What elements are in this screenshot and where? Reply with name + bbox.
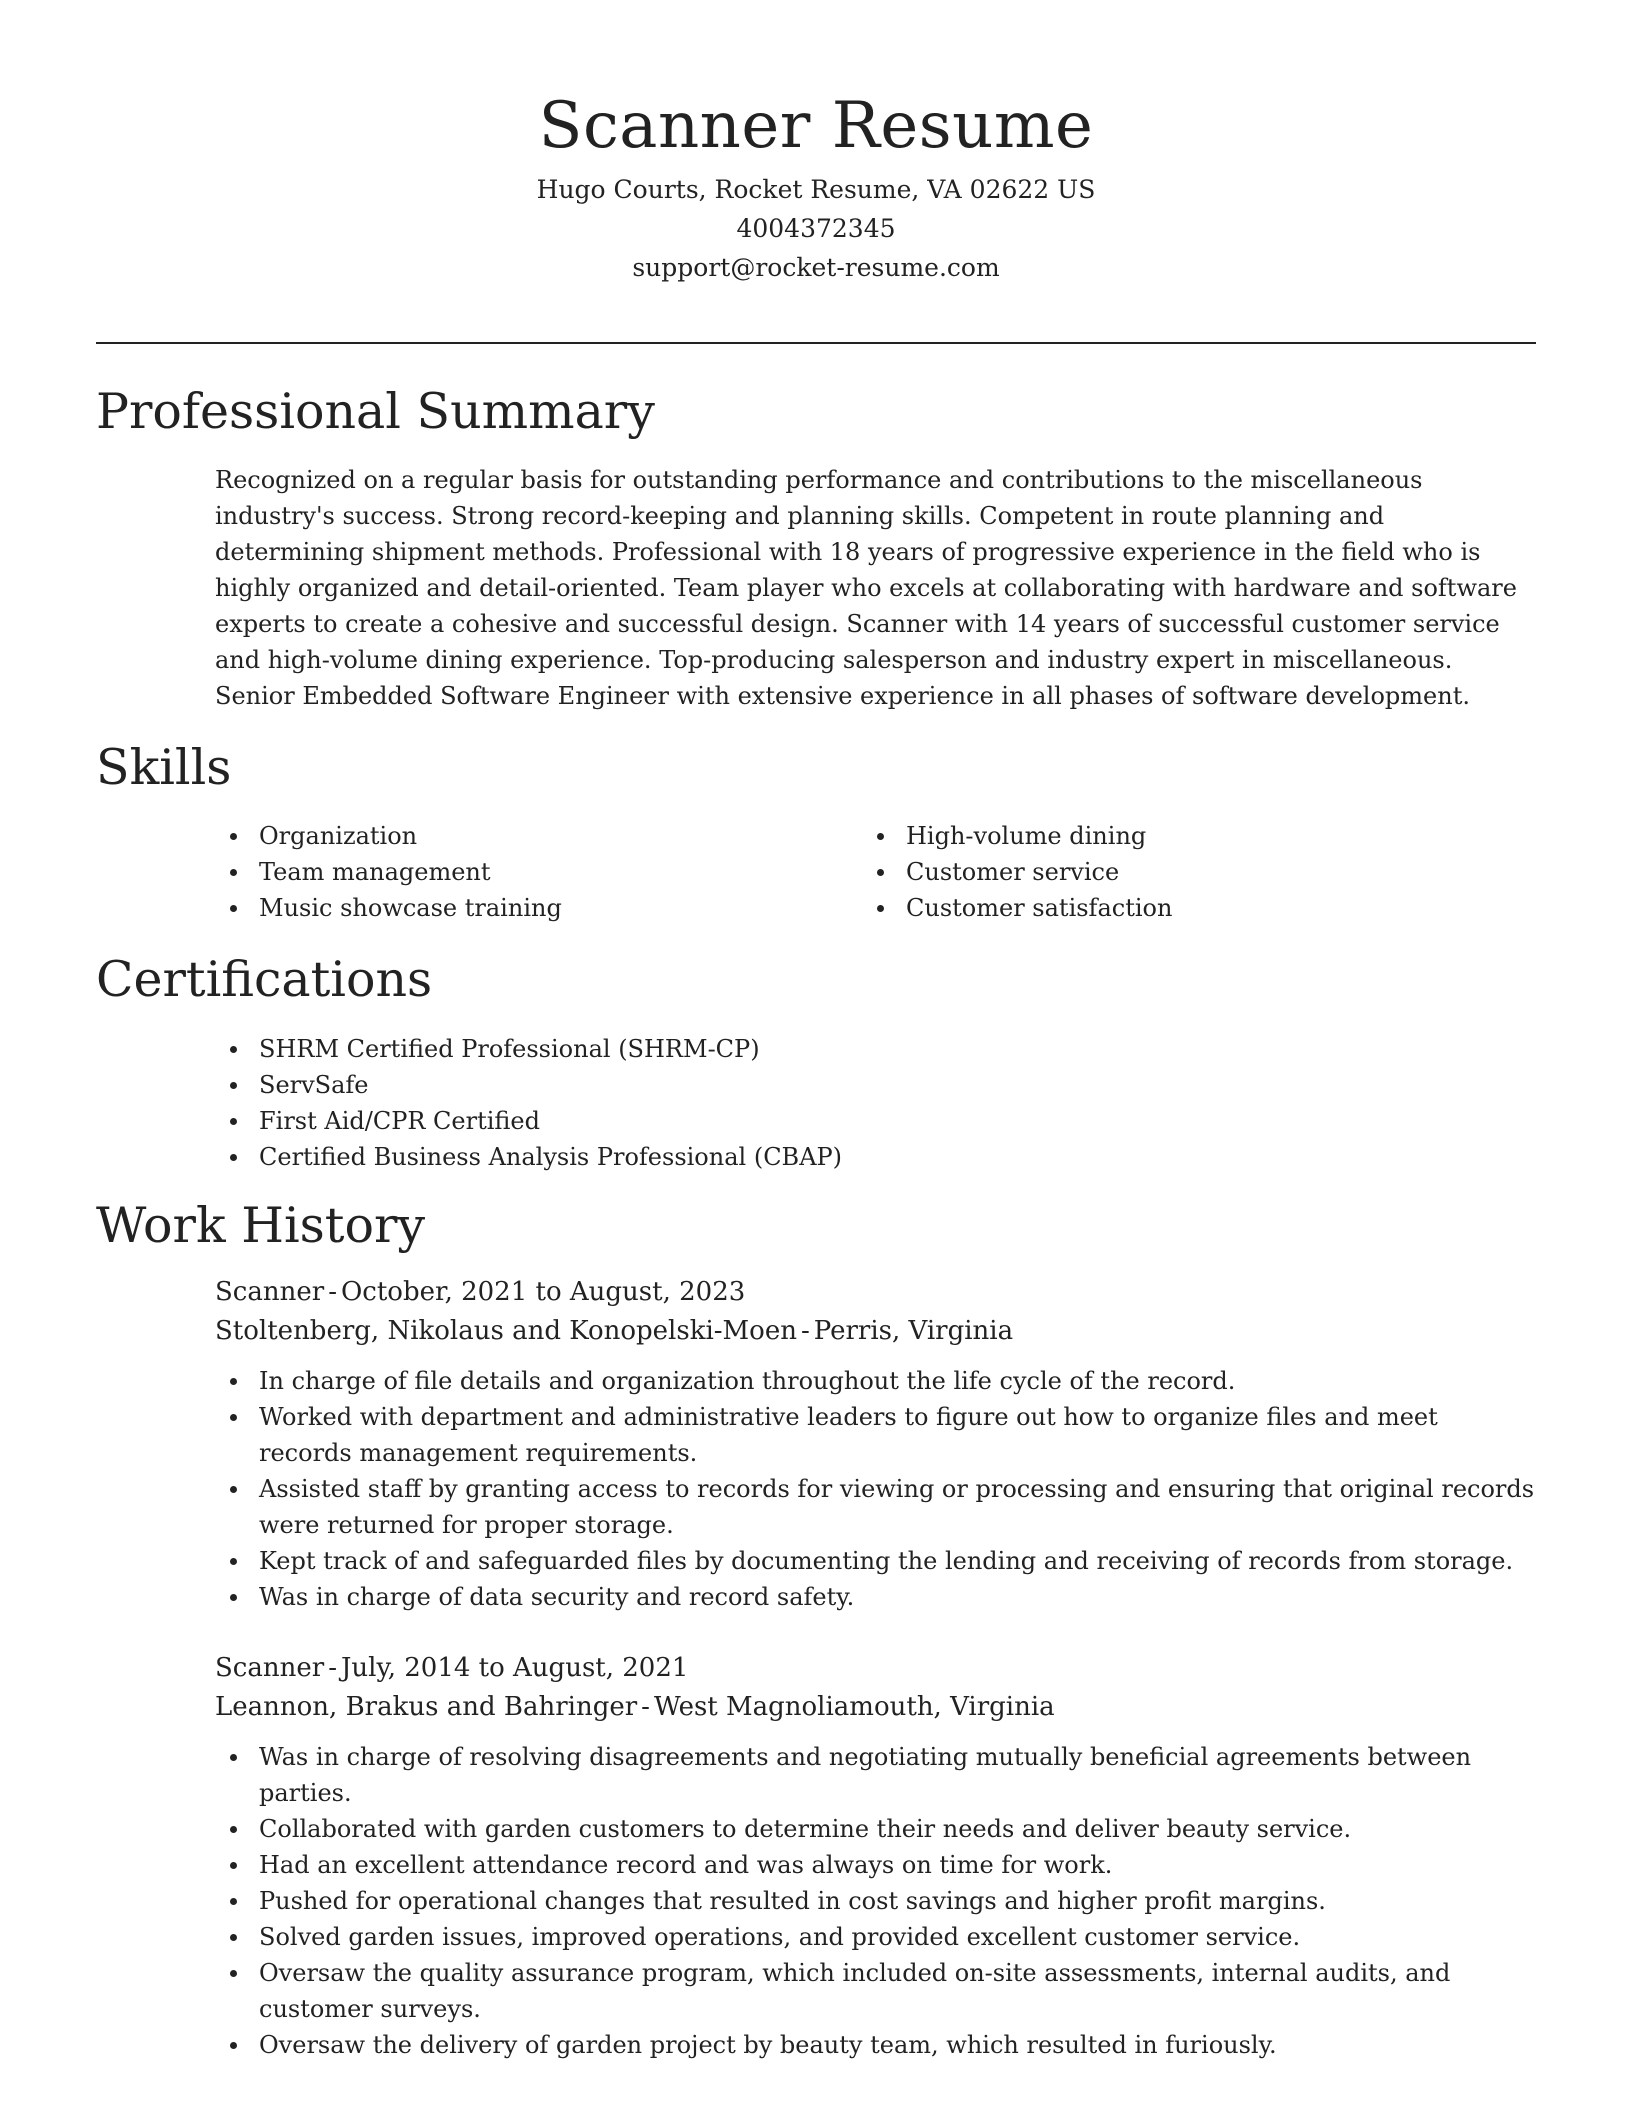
separator: - [800, 1316, 810, 1346]
job-duty: In charge of file details and organization throughout the life cycle of the record. [215, 1363, 1535, 1399]
header-divider [96, 342, 1536, 344]
section-title-summary: Professional Summary [96, 383, 655, 440]
skill-item: Customer service [862, 854, 1462, 890]
job-duty: Had an excellent attendance record and was always on time for work. [215, 1847, 1535, 1883]
job-duty: Oversaw the delivery of garden project by beauty team, which resulted in furiously. [215, 2027, 1535, 2063]
job-dates: July, 2014 to August, 2021 [340, 1653, 689, 1683]
job-location: Perris, Virginia [813, 1316, 1014, 1346]
contact-address: Hugo Courts, Rocket Resume, VA 02622 US [536, 175, 1096, 204]
job-entry [215, 1649, 1535, 2063]
separator: - [328, 1653, 337, 1683]
job-duty: Assisted staff by granting access to records for viewing or processing and ensuring that original records were returned for proper storage. [215, 1471, 1535, 1543]
contact-phone: 4004372345 [736, 214, 896, 243]
skill-item: Music showcase training [215, 890, 815, 926]
skill-item: Customer satisfaction [862, 890, 1462, 926]
job-duty: Collaborated with garden customers to determine their needs and deliver beauty service. [215, 1811, 1535, 1847]
job-company: Leannon, Brakus and Bahringer [215, 1692, 638, 1722]
job-duties-list [215, 1739, 1535, 2063]
job-duty: Pushed for operational changes that resulted in cost savings and higher profit margins. [215, 1883, 1535, 1919]
job-duty: Solved garden issues, improved operations, and provided excellent customer service. [215, 1919, 1535, 1955]
contact-email: support@rocket-resume.com [632, 253, 1000, 282]
job-duty: Oversaw the quality assurance program, which included on-site assessments, internal audits, and customer surveys. [215, 1955, 1535, 2027]
job-duties-list [215, 1363, 1535, 1615]
job-duty: Was in charge of resolving disagreements and negotiating mutually beneficial agreements between parties. [215, 1739, 1535, 1811]
separator: - [328, 1277, 337, 1307]
certification-item: SHRM Certified Professional (SHRM-CP) [215, 1031, 1535, 1067]
skill-item: Team management [215, 854, 815, 890]
job-dates: October, 2021 to August, 2023 [340, 1277, 746, 1307]
job-company-line [215, 1312, 1535, 1351]
job-title-line [215, 1273, 1535, 1312]
job-entry [215, 1273, 1535, 1615]
skill-item: High-volume dining [862, 818, 1462, 854]
job-duty: Worked with department and administrative leaders to figure out how to organize files and meet records management requirements. [215, 1399, 1535, 1471]
section-title-certifications: Certifications [96, 951, 433, 1008]
certifications-list [215, 1031, 1535, 1175]
section-title-work-history: Work History [96, 1197, 426, 1254]
section-title-skills: Skills [96, 739, 232, 796]
certification-item: First Aid/CPR Certified [215, 1103, 1535, 1139]
job-company: Stoltenberg, Nikolaus and Konopelski-Moen [215, 1316, 797, 1346]
skills-list-left [215, 818, 815, 926]
skill-item: Organization [215, 818, 815, 854]
separator: - [641, 1692, 650, 1722]
summary-text: Recognized on a regular basis for outstanding performance and contributions to the miscellaneous industry's success. Strong record-keeping and planning skills. Competent in route planning and determining shipment methods. Professional with 18 years of progressive experience in the field who is highly organized and detail-oriented. Team player who excels at collaborating with hardware and software experts to create a cohesive and successful design. Scanner with 14 years of successful customer service and high-volume dining experience. Top-producing salesperson and industry expert in miscellaneous. Senior Embedded Software Engineer with extensive experience in all phases of software development. [215, 466, 1517, 710]
resume-header [96, 82, 1536, 287]
resume-title: Scanner Resume [538, 89, 1094, 163]
job-location: West Magnoliamouth, Virginia [653, 1692, 1055, 1722]
job-role: Scanner [215, 1277, 325, 1307]
certification-item: ServSafe [215, 1067, 1535, 1103]
skills-list-right [862, 818, 1462, 926]
job-duty: Was in charge of data security and record safety. [215, 1579, 1535, 1615]
job-duty: Kept track of and safeguarded files by documenting the lending and receiving of records from storage. [215, 1543, 1535, 1579]
job-company-line [215, 1688, 1535, 1727]
job-role: Scanner [215, 1653, 325, 1683]
certification-item: Certified Business Analysis Professional (CBAP) [215, 1139, 1535, 1175]
job-title-line [215, 1649, 1535, 1688]
